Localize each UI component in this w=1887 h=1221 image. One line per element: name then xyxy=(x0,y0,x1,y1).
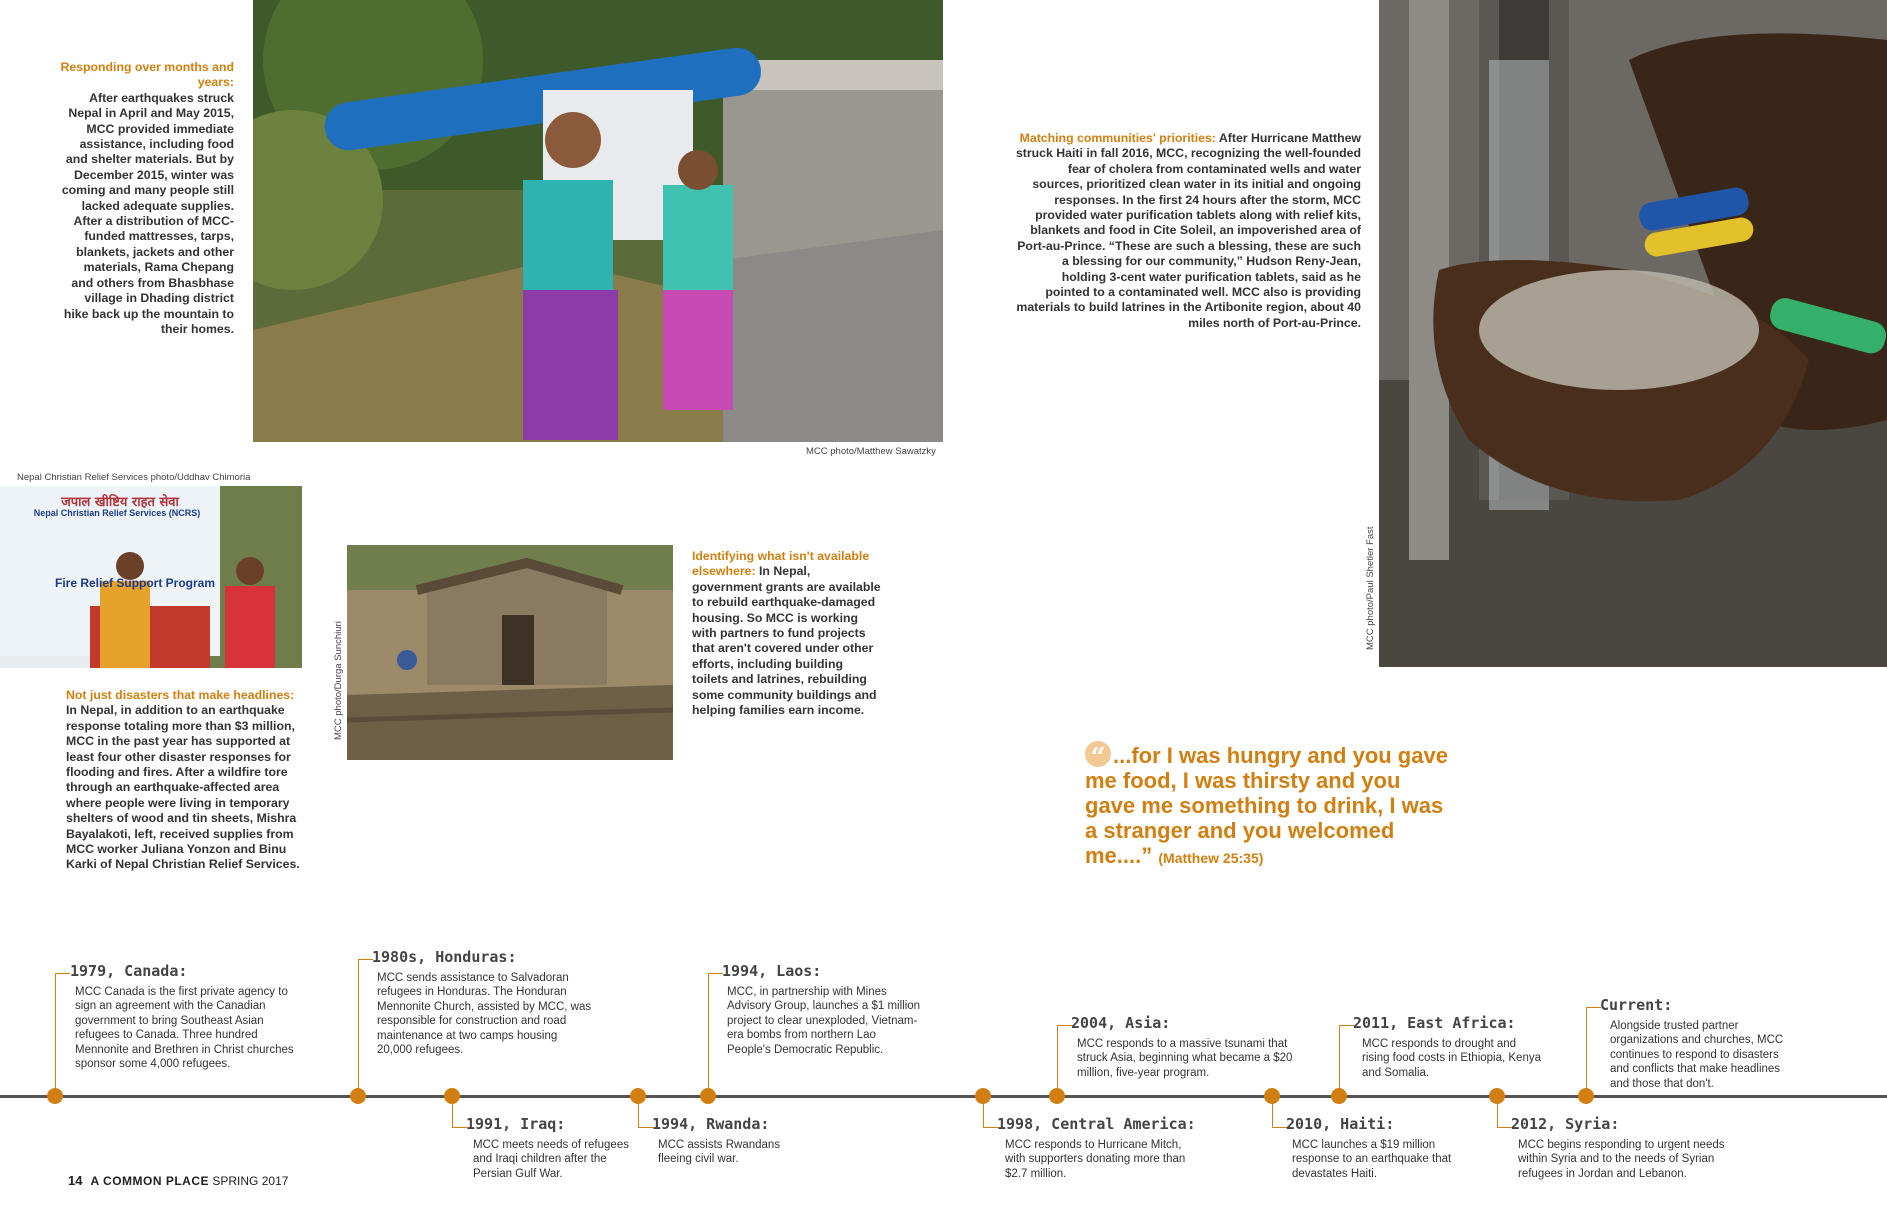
timeline-title: 1994, Laos: xyxy=(722,962,822,980)
caption-identifying-head: Identifying what isn't available elsewhere: xyxy=(692,549,870,579)
timeline-title: 1998, Central America: xyxy=(997,1115,1196,1133)
timeline-item-1980s-honduras xyxy=(372,950,592,1058)
caption-headlines xyxy=(66,688,306,873)
caption-responding xyxy=(60,60,234,337)
timeline-bracket-1991 xyxy=(452,1097,467,1128)
caption-identifying-text: In Nepal, government grants are available to rebuild earthquake-damaged housing. So MCC is working with partners to fund projects that aren't covered under other efforts, including building toilets and latrines, rebuilding some community buildings and helping families earn income. xyxy=(692,564,881,718)
timeline-text: MCC responds to Hurricane Mitch, with supporters donating more than $2.7 million. xyxy=(1005,1138,1186,1180)
caption-headlines-text: In Nepal, in addition to an earthquake response totaling more than $3 million, MCC in the past year has supported at least four other disaster responses for flooding and fires. After a wildfire tore through an earthquake-affected area where people were living in temporary shelters of wood and tin sheets, Mishra Bayalakoti, left, received supplies from MCC worker Juliana Yonzon and Binu Karki of Nepal Christian Relief Services. xyxy=(66,703,300,872)
timeline-item-2004-asia xyxy=(1071,1016,1316,1080)
banner-devanagari: जपाल खीष्टिय राहत सेवा xyxy=(61,495,179,510)
scripture-quote xyxy=(1085,741,1455,871)
timeline-title: 2012, Syria: xyxy=(1511,1115,1620,1133)
timeline-title: 2010, Haiti: xyxy=(1286,1115,1395,1133)
photo-stone-house xyxy=(347,545,673,760)
issue-label: SPRING 2017 xyxy=(212,1174,289,1188)
credit-house-photo: MCC photo/Durga Sunchiuri xyxy=(333,621,344,740)
timeline-bracket-1998 xyxy=(983,1097,998,1128)
timeline-text: MCC, in partnership with Mines Advisory Group, launches a $1 million project to clear unexploded, Vietnam-era bombs from northern Lao People's Democratic Republic. xyxy=(727,985,921,1056)
banner-program: Fire Relief Support Program xyxy=(55,576,216,590)
timeline-title: 1980s, Honduras: xyxy=(372,948,517,966)
publication-name: A COMMON PLACE xyxy=(90,1174,210,1188)
timeline-bracket-2012 xyxy=(1497,1097,1512,1128)
timeline-text: Alongside trusted partner organizations and churches, MCC continues to respond to disasters and conflicts that make headlines and those that don't. xyxy=(1610,1019,1784,1090)
timeline-item-current xyxy=(1600,998,1800,1091)
timeline-bracket-1994-laos xyxy=(708,973,723,1097)
banner-org: Nepal Christian Relief Services (NCRS) xyxy=(33,508,201,518)
photo-fire-relief xyxy=(0,486,302,668)
timeline-item-2010-haiti xyxy=(1286,1117,1471,1181)
timeline-bracket-1994-rwanda xyxy=(638,1097,653,1128)
timeline-item-2012-syria xyxy=(1511,1117,1751,1181)
timeline-text: MCC meets needs of refugees and Iraqi children after the Persian Gulf War. xyxy=(473,1138,629,1180)
timeline-bracket-2010 xyxy=(1272,1097,1287,1128)
timeline-text: MCC responds to a massive tsunami that struck Asia, beginning what became a $20 million, five-year program. xyxy=(1077,1037,1293,1079)
timeline-item-1998-central-america xyxy=(997,1117,1197,1181)
timeline-bracket-1979 xyxy=(55,973,70,1097)
credit-water-photo: MCC photo/Paul Shetler Fast xyxy=(1365,526,1376,650)
timeline-title: 2004, Asia: xyxy=(1071,1014,1171,1032)
timeline-item-1979-canada xyxy=(70,964,310,1072)
timeline-bracket-1980s xyxy=(358,959,373,1097)
timeline-bracket-2004 xyxy=(1057,1025,1072,1097)
timeline-item-2011-east-africa xyxy=(1353,1016,1543,1080)
timeline-title: 1991, Iraq: xyxy=(466,1115,566,1133)
caption-identifying xyxy=(692,549,882,718)
quote-text: ...for I was hungry and you gave me food, I was thirsty and you gave me something to drink, I was a stranger and you welcomed me....” xyxy=(1085,743,1448,868)
quote-mark-icon: “ xyxy=(1085,741,1111,767)
caption-matching-head: Matching communities' priorities: xyxy=(1019,131,1216,145)
caption-matching-text: After Hurricane Matthew struck Haiti in fall 2016, MCC, recognizing the well-founded fear of cholera from contaminated wells and water sources, prioritized clean water in its initial and ongoing responses. In the first 24 hours after the storm, MCC provided water purification tablets along with relief kits, blankets and food in Cite Soleil, an impoverished area of Port-au-Prince. “These are such a blessing, these are such a blessing for our community,” Hudson Reny-Jean, holding 3-cent water purification tablets, said as he pointed to a contaminated well. MCC also is providing materials to build latrines in the Artibonite region, about 40 miles north of Port-au-Prince. xyxy=(1015,131,1361,330)
timeline-item-1994-laos xyxy=(722,964,922,1057)
caption-matching xyxy=(1015,131,1361,331)
credit-fire-photo: Nepal Christian Relief Services photo/Uddhav Chimoria xyxy=(17,472,251,483)
caption-headlines-head: Not just disasters that make headlines: xyxy=(66,688,295,702)
timeline-text: MCC assists Rwandans fleeing civil war. xyxy=(658,1138,781,1165)
timeline-text: MCC Canada is the first private agency to sign an agreement with the Canadian government to bring Southeast Asian refugees to Canada. Three hundred Mennonite and Brethren in Christ churches sponsor some 4,000 refugees. xyxy=(75,985,294,1070)
timeline-bracket-current xyxy=(1586,1007,1601,1097)
timeline-title: 2011, East Africa: xyxy=(1353,1014,1516,1032)
timeline-title: Current: xyxy=(1600,996,1673,1014)
timeline-title: 1979, Canada: xyxy=(70,962,188,980)
timeline-item-1991-iraq xyxy=(466,1117,636,1181)
quote-reference: (Matthew 25:35) xyxy=(1158,850,1264,866)
timeline-text: MCC responds to drought and rising food costs in Ethiopia, Kenya and Somalia. xyxy=(1362,1037,1541,1079)
caption-responding-text: After earthquakes struck Nepal in April and May 2015, MCC provided immediate assistance, including food and shelter materials. But by December 2015, winter was coming and many people still lacked adequate supplies. After a distribution of MCC-funded mattresses, tarps, blankets, jackets and other materials, Rama Chepang and others from Bhasbhase village in Dhading district hike back up the mountain to their homes. xyxy=(61,90,234,336)
photo-nepal-mattress xyxy=(253,0,943,442)
credit-main-photo: MCC photo/Matthew Sawatzky xyxy=(806,446,936,457)
timeline-text: MCC launches a $19 million response to an earthquake that devastates Haiti. xyxy=(1292,1138,1452,1180)
page-number: 14 xyxy=(68,1173,83,1188)
photo-haiti-water xyxy=(1379,0,1887,667)
timeline-axis xyxy=(0,1095,1887,1098)
caption-responding-head: Responding over months and years: xyxy=(60,60,234,90)
timeline-text: MCC sends assistance to Salvadoran refugees in Honduras. The Honduran Mennonite Church, assisted by MCC, was responsible for construction and road maintenance at two camps housing 20,000 refugees. xyxy=(377,971,592,1056)
timeline-bracket-2011 xyxy=(1339,1025,1354,1097)
page-footer xyxy=(68,1173,288,1188)
timeline-title: 1994, Rwanda: xyxy=(652,1115,770,1133)
timeline-text: MCC begins responding to urgent needs within Syria and to the needs of Syrian refugees in Jordan and Lebanon. xyxy=(1518,1138,1725,1180)
timeline-item-1994-rwanda xyxy=(652,1117,802,1167)
